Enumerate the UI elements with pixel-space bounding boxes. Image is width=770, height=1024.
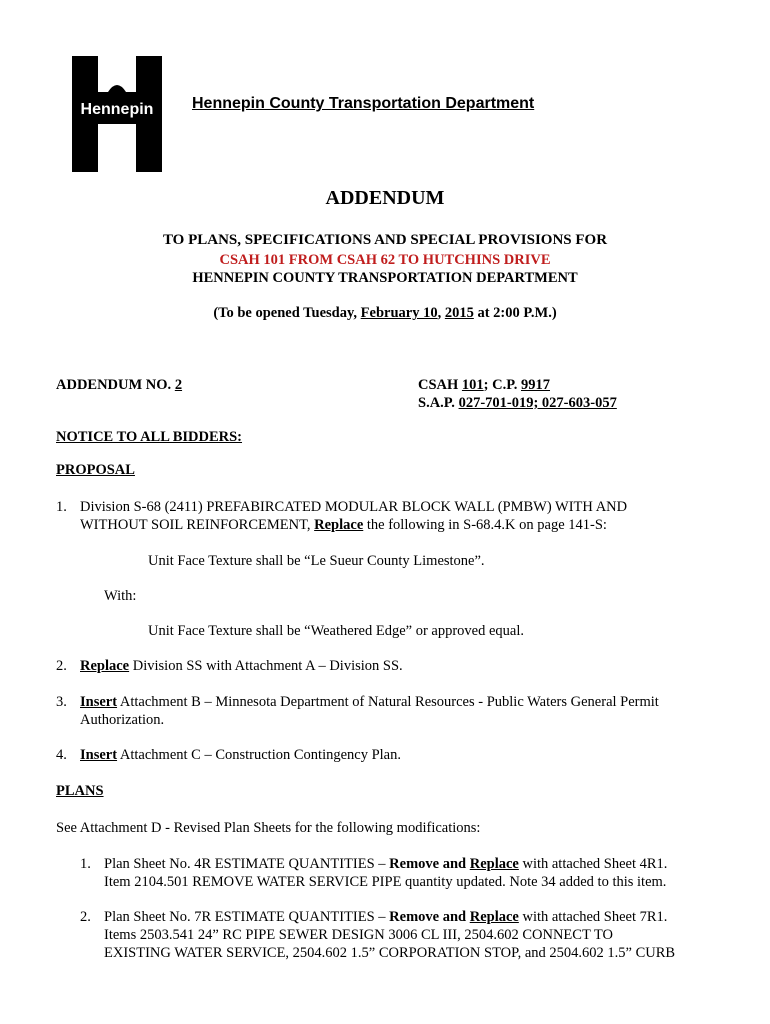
proposal-item-1-with: With: [104,588,137,604]
proposal-item-2-number: 2. [56,658,67,674]
proposal-item-3-number: 3. [56,694,67,710]
plans-intro: See Attachment D - Revised Plan Sheets for the following modifications: [56,820,481,836]
plans-item-2-line1: Plan Sheet No. 7R ESTIMATE QUANTITIES – Remove and Replace with attached Sheet 7R1. [104,909,668,925]
plans-item-1-number: 1. [80,856,91,872]
proposal-item-1-new-text: Unit Face Texture shall be “Weathered Edge” or approved equal. [148,623,525,639]
proposal-item-1-old-text: Unit Face Texture shall be “Le Sueur County Limestone”. [148,553,485,569]
proposal-item-1-line2: WITHOUT SOIL REINFORCEMENT, Replace the following in S-68.4.K on page 141-S: [80,517,607,533]
csah-cp: CSAH 101; C.P. 9917 [418,377,550,393]
proposal-item-4-number: 4. [56,747,67,763]
plans-item-1-line1: Plan Sheet No. 4R ESTIMATE QUANTITIES – Remove and Replace with attached Sheet 4R1. [104,856,668,872]
plans-item-2-line2: Items 2503.541 24” RC PIPE SEWER DESIGN 3006 CL III, 2504.602 CONNECT TO [104,927,613,943]
plans-item-1-line2: Item 2104.501 REMOVE WATER SERVICE PIPE quantity updated. Note 34 added to this item. [104,874,667,890]
department-title: Hennepin County Transportation Department [192,95,535,112]
proposal-item-3-line1: Insert Attachment B – Minnesota Department of Natural Resources - Public Waters General Permit [80,694,659,710]
opening-date: (To be opened Tuesday, February 10, 2015 at 2:00 P.M.) [213,305,557,321]
plans-item-2-line3: EXISTING WATER SERVICE, 2504.602 1.5” CORPORATION STOP, and 2504.602 1.5” CURB [104,945,676,961]
notice-heading: NOTICE TO ALL BIDDERS: [56,429,243,445]
proposal-item-1-line1: Division S-68 (2411) PREFABIRCATED MODULAR BLOCK WALL (PMBW) WITH AND [80,499,628,515]
plans-item-2-number: 2. [80,909,91,925]
addendum-number: ADDENDUM NO. 2 [56,377,183,393]
proposal-heading: PROPOSAL [56,462,135,478]
proposal-item-1-number: 1. [56,499,67,515]
addendum-title: ADDENDUM [325,187,445,209]
plans-heading: PLANS [56,783,104,799]
department-caps: HENNEPIN COUNTY TRANSPORTATION DEPARTMENT [192,270,578,286]
sap-number: S.A.P. 027-701-019; 027-603-057 [418,395,617,411]
logo-text: Hennepin [80,101,154,118]
hennepin-logo [72,56,162,172]
subtitle-plans: TO PLANS, SPECIFICATIONS AND SPECIAL PROVISIONS FOR [162,232,608,248]
proposal-item-3-line2: Authorization. [80,712,165,728]
proposal-item-4: Insert Attachment C – Construction Contingency Plan. [80,747,401,763]
project-title: CSAH 101 FROM CSAH 62 TO HUTCHINS DRIVE [219,252,551,268]
proposal-item-2: Replace Division SS with Attachment A – Division SS. [80,658,403,674]
